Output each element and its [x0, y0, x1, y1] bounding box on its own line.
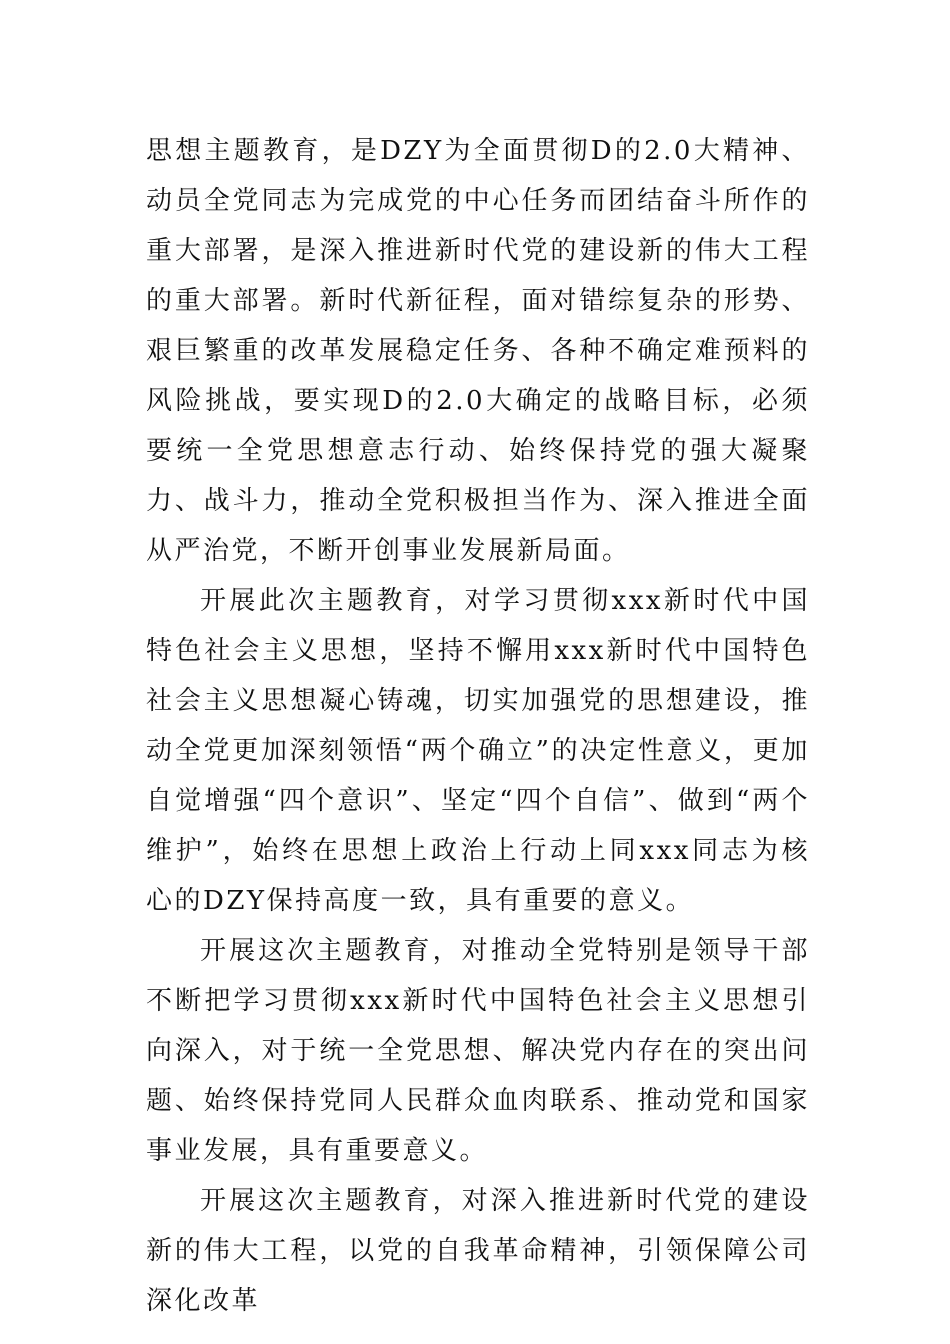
paragraph-2: 开展此次主题教育，对学习贯彻xxx新时代中国特色社会主义思想，坚持不懈用xxx新时代中国特色社会主义思想凝心铸魂，切实加强党的思想建设，推动全党更加深刻领悟“两个确立”的决定性意义，更加自觉增强“四个意识”、坚定“四个自信”、做到“两个维护”，始终在思想上政治上行动上同xxx同志为核心的DZY保持高度一致，具有重要的意义。 [146, 586, 810, 916]
paragraph-4: 开展这次主题教育，对深入推进新时代党的建设新的伟大工程，以党的自我革命精神，引领保障公司深化改革 [146, 1186, 810, 1316]
paragraph-3: 开展这次主题教育，对推动全党特别是领导干部不断把学习贯彻xxx新时代中国特色社会主义思想引向深入，对于统一全党思想、解决党内存在的突出问题、始终保持党同人民群众血肉联系、推动党和国家事业发展，具有重要意义。 [146, 936, 810, 1166]
paragraph-1: 思想主题教育，是DZY为全面贯彻D的2.0大精神、动员全党同志为完成党的中心任务而团结奋斗所作的重大部署，是深入推进新时代党的建设新的伟大工程的重大部署。新时代新征程，面对错综复杂的形势、艰巨繁重的改革发展稳定任务、各种不确定难预料的风险挑战，要实现D的2.0大确定的战略目标，必须要统一全党思想意志行动、始终保持党的强大凝聚力、战斗力，推动全党积极担当作为、深入推进全面从严治党，不断开创事业发展新局面。 [146, 136, 810, 566]
